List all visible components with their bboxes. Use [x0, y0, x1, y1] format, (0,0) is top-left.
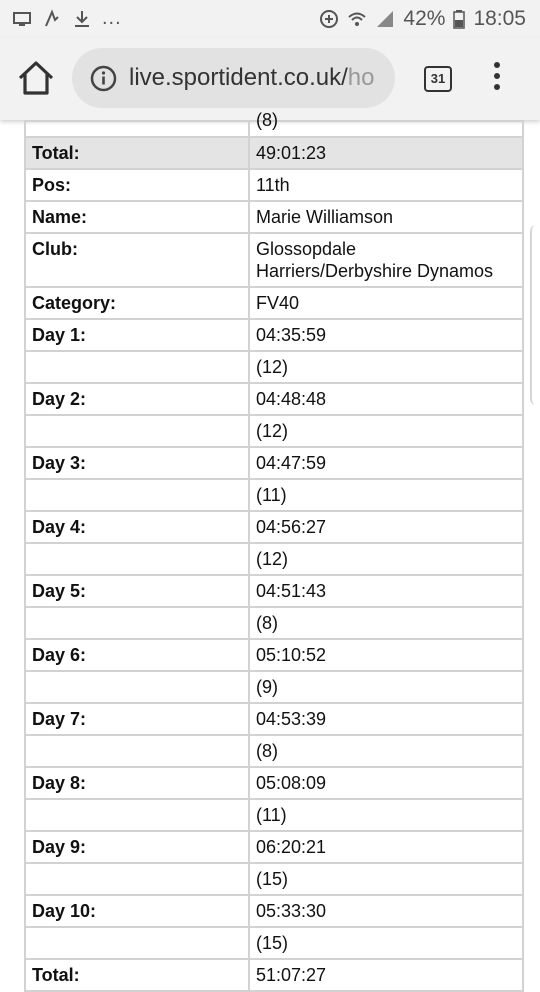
- overflow-menu-button[interactable]: [490, 62, 504, 96]
- tabs-icon: 31: [424, 66, 452, 92]
- row-value: Marie Williamson: [249, 201, 523, 233]
- day-time: 04:56:27: [249, 511, 523, 543]
- url-faded: ho: [347, 64, 375, 91]
- row-label: Total:: [25, 959, 249, 991]
- row-value: [249, 233, 523, 287]
- day-label: Day 7:: [25, 703, 249, 735]
- battery-percent: 42%: [403, 7, 446, 30]
- status-left-icons: [12, 7, 122, 30]
- day-label: Day 4:: [25, 511, 249, 543]
- table-row-day-7-pos: [25, 735, 523, 767]
- row-label: Pos:: [25, 169, 249, 201]
- day-time: 05:08:09: [249, 767, 523, 799]
- table-row-pos: [25, 169, 523, 201]
- table-row-day-1-pos: [25, 351, 523, 383]
- row-value: FV40: [249, 287, 523, 319]
- table-row-day-1: [25, 319, 523, 351]
- day-label: Day 6:: [25, 639, 249, 671]
- info-icon[interactable]: [90, 65, 117, 92]
- day-label: Day 10:: [25, 895, 249, 927]
- table-row-day-4-pos: [25, 543, 523, 575]
- table-row-day-9-pos: [25, 863, 523, 895]
- day-position: (11): [249, 479, 523, 511]
- table-row-day-3: [25, 447, 523, 479]
- table-row-day-8: [25, 767, 523, 799]
- day-label: Day 3:: [25, 447, 249, 479]
- day-time: 04:35:59: [249, 319, 523, 351]
- table-row-name: [25, 201, 523, 233]
- address-bar[interactable]: [72, 48, 395, 108]
- day-time: 04:48:48: [249, 383, 523, 415]
- signal-arrow-icon: [42, 9, 62, 29]
- battery-icon: [453, 9, 465, 29]
- day-label: Day 2:: [25, 383, 249, 415]
- day-position: (15): [249, 863, 523, 895]
- results-panel: [24, 110, 524, 985]
- status-bar: [0, 0, 540, 38]
- row-label: Total:: [25, 137, 249, 169]
- club-line-2: Harriers/Derbyshire Dynamos: [256, 261, 494, 281]
- day-time: 05:33:30: [249, 895, 523, 927]
- table-row-total-previous: [25, 137, 523, 169]
- status-right-icons: [319, 7, 526, 31]
- tabs-button[interactable]: [424, 66, 452, 92]
- row-value: 51:07:27: [249, 959, 523, 991]
- table-row-day-10-pos: [25, 927, 523, 959]
- day-time: 04:51:43: [249, 575, 523, 607]
- day-label: Day 9:: [25, 831, 249, 863]
- table-row-category: [25, 287, 523, 319]
- home-button[interactable]: [14, 58, 58, 100]
- day-position: (11): [249, 799, 523, 831]
- day-position: (8): [249, 735, 523, 767]
- table-row-club: [25, 233, 523, 287]
- row-value: 11th: [249, 169, 523, 201]
- day-time: 04:47:59: [249, 447, 523, 479]
- clock: 18:05: [473, 7, 526, 30]
- url-text[interactable]: [129, 64, 374, 92]
- row-label: Name:: [25, 201, 249, 233]
- wifi-icon: [347, 9, 367, 29]
- table-row-day-8-pos: [25, 799, 523, 831]
- browser-toolbar: [0, 38, 540, 120]
- download-icon: [72, 9, 92, 29]
- day-position: (8): [249, 607, 523, 639]
- day-label: Day 1:: [25, 319, 249, 351]
- data-saver-icon: [319, 9, 339, 29]
- url-visible: live.sportident.co.uk/: [129, 64, 348, 91]
- screen-icon: [12, 9, 32, 29]
- top-partial-position: (8): [256, 110, 278, 130]
- day-time: 06:20:21: [249, 831, 523, 863]
- table-row-day-7: [25, 703, 523, 735]
- day-time: 04:53:39: [249, 703, 523, 735]
- table-row-day-2-pos: [25, 415, 523, 447]
- row-label: Club:: [25, 233, 249, 287]
- day-position: (15): [249, 927, 523, 959]
- home-icon: [14, 58, 58, 100]
- day-label: Day 8:: [25, 767, 249, 799]
- day-position: (12): [249, 543, 523, 575]
- table-row-day-6: [25, 639, 523, 671]
- table-row-day-10: [25, 895, 523, 927]
- edge-scroll-handle[interactable]: [530, 225, 540, 405]
- table-row-day-2: [25, 383, 523, 415]
- row-value: 49:01:23: [249, 137, 523, 169]
- results-table: [24, 110, 524, 992]
- day-position: (12): [249, 351, 523, 383]
- table-row-day-9: [25, 831, 523, 863]
- table-row-total: [25, 959, 523, 991]
- table-row-day-3-pos: [25, 479, 523, 511]
- day-label: Day 5:: [25, 575, 249, 607]
- table-row-day-6-pos: [25, 671, 523, 703]
- overflow-menu-icon: [494, 62, 500, 68]
- day-position: (12): [249, 415, 523, 447]
- day-time: 05:10:52: [249, 639, 523, 671]
- table-row: [25, 121, 523, 137]
- table-row-day-5: [25, 575, 523, 607]
- club-line-1: Glossopdale: [256, 239, 357, 259]
- day-position: (9): [249, 671, 523, 703]
- cell-signal-icon: [375, 9, 395, 29]
- table-row-day-4: [25, 511, 523, 543]
- table-row-day-5-pos: [25, 607, 523, 639]
- more-notifications: ...: [102, 7, 122, 29]
- row-label: Category:: [25, 287, 249, 319]
